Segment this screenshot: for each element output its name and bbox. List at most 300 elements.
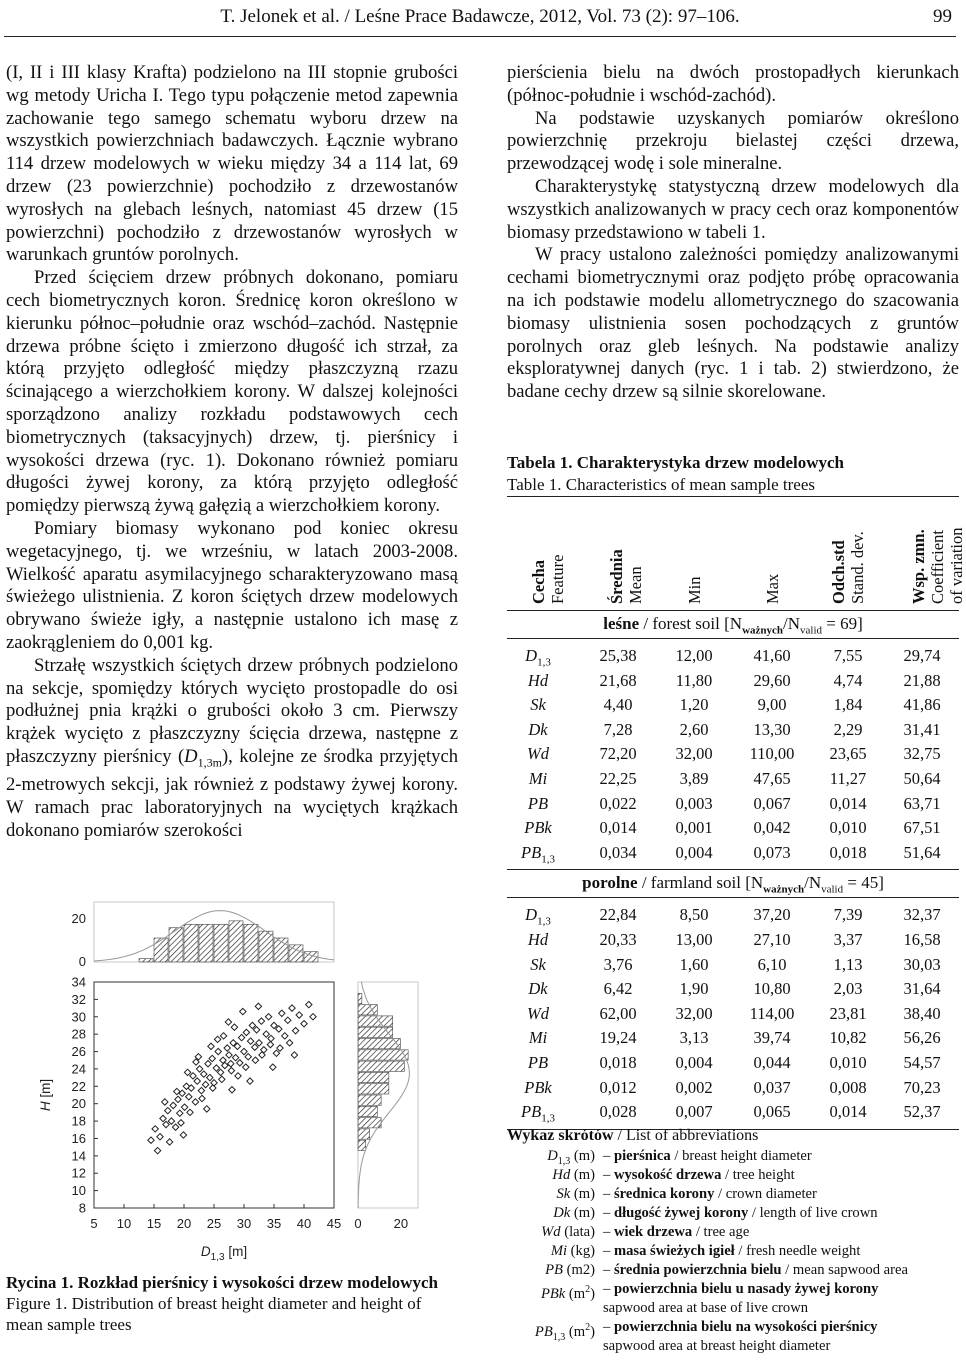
data-point — [208, 1043, 214, 1049]
cell: 32,75 — [903, 744, 941, 764]
cell: 2,29 — [833, 719, 863, 739]
hist-bar — [358, 1061, 404, 1071]
y-tick-label: 20 — [71, 1096, 86, 1112]
row-feature: $D_{1,3}$ — [525, 646, 551, 669]
cell: 2,60 — [679, 719, 709, 739]
data-point — [225, 1019, 231, 1025]
data-point — [273, 1050, 279, 1056]
data-point — [211, 1080, 217, 1086]
cell: 7,28 — [603, 719, 633, 739]
data-point — [267, 1041, 273, 1047]
column-header: Max — [763, 573, 782, 604]
data-point — [249, 1022, 255, 1028]
data-point — [152, 1126, 158, 1132]
hist-bar — [184, 924, 198, 962]
table-row — [507, 794, 959, 818]
table-row — [507, 1028, 959, 1052]
table-section-header: leśne / forest soil $[N_{ważnych}/N_{valid} = 69]$ — [603, 614, 863, 637]
row-feature: PBk — [524, 818, 552, 838]
header-rule — [4, 36, 956, 37]
hist-bar — [139, 959, 153, 962]
data-point — [186, 1094, 192, 1100]
abbreviation-item — [507, 1318, 959, 1343]
table-rule — [507, 638, 959, 639]
data-point — [201, 1071, 207, 1077]
hist-bar — [358, 1129, 370, 1139]
cell: 23,81 — [829, 1003, 867, 1023]
cell: 39,74 — [753, 1028, 791, 1048]
table-row — [507, 1004, 959, 1028]
cell: 0,028 — [599, 1102, 637, 1122]
table-rule — [507, 897, 959, 898]
cell: 38,40 — [903, 1003, 941, 1023]
cell: 0,010 — [829, 1053, 867, 1072]
abbreviation-item — [507, 1185, 959, 1204]
table-row — [507, 671, 959, 695]
cell: 0,004 — [675, 842, 713, 862]
cell: 3,89 — [679, 769, 709, 788]
cell: 41,86 — [903, 695, 941, 715]
data-point — [194, 1078, 200, 1084]
hist-bar — [358, 1095, 381, 1105]
table-row — [507, 744, 959, 768]
y-tick-label: 24 — [71, 1061, 86, 1077]
cell: 0,067 — [753, 793, 791, 813]
data-point — [241, 1048, 247, 1054]
y-tick-label: 18 — [71, 1113, 86, 1129]
row-feature: Wd — [527, 744, 549, 764]
cell: 11,27 — [829, 769, 867, 788]
abbr-description: – średnia powierzchnia bielu / mean sapwood area — [603, 1262, 908, 1278]
data-point — [214, 1036, 220, 1042]
cell: 0,037 — [753, 1077, 791, 1097]
cell: 0,001 — [675, 818, 713, 838]
data-point — [202, 1081, 208, 1087]
cell: 51,64 — [903, 842, 941, 862]
data-point — [306, 1001, 312, 1007]
data-point — [247, 1038, 253, 1044]
cell: 63,71 — [903, 793, 941, 813]
cell: 9,00 — [757, 695, 787, 715]
y-tick-label: 12 — [71, 1165, 86, 1181]
cell: 1,20 — [679, 695, 709, 715]
row-feature: Dk — [528, 719, 548, 739]
column-header: Średnia Mean — [607, 549, 645, 604]
scatter-histogram-chart — [6, 900, 458, 1270]
abbreviation-item-en: sapwood area at base of live crown — [603, 1300, 809, 1316]
data-point — [252, 1044, 258, 1050]
x-tick-label: 25 — [206, 1216, 222, 1231]
data-point — [165, 1107, 171, 1113]
data-point — [256, 1040, 262, 1046]
row-feature: Dk — [528, 979, 548, 999]
cell: 7,39 — [833, 905, 863, 925]
left-column — [6, 62, 458, 843]
table-title — [507, 452, 959, 496]
data-point — [263, 1031, 269, 1037]
data-point — [258, 1018, 264, 1024]
table-row — [507, 843, 959, 867]
cell: 32,00 — [675, 1003, 713, 1023]
x-tick-label: 45 — [326, 1216, 342, 1231]
table-row — [507, 695, 959, 719]
hist-tick-label: 0 — [354, 1216, 362, 1231]
data-point — [175, 1096, 181, 1102]
data-point — [279, 1010, 285, 1016]
cell: 16,58 — [903, 930, 941, 949]
cell: 10,82 — [829, 1028, 867, 1048]
data-point — [286, 1040, 292, 1046]
cell: 20,33 — [599, 930, 637, 949]
data-point — [213, 1065, 219, 1071]
cell: 41,60 — [753, 646, 791, 665]
data-point — [154, 1147, 160, 1153]
data-point — [265, 1014, 271, 1020]
cell: 0,042 — [753, 818, 791, 838]
hist-bar — [358, 1072, 389, 1082]
data-point — [196, 1066, 202, 1072]
data-point — [157, 1134, 163, 1140]
abbreviation-item — [507, 1204, 959, 1223]
cell: 2,03 — [833, 979, 863, 999]
y-tick-label: 34 — [71, 974, 86, 990]
cell: 23,65 — [829, 744, 867, 764]
cell: 54,57 — [903, 1053, 941, 1072]
abbreviation-item-en: sapwood area at breast height diameter — [603, 1338, 831, 1354]
y-tick-label: 22 — [71, 1078, 86, 1094]
x-tick-label: 40 — [296, 1216, 312, 1231]
abbreviation-item — [507, 1261, 959, 1280]
abbr-symbol: Dk (m) — [553, 1205, 595, 1221]
table-row — [507, 646, 959, 670]
table-row — [507, 1053, 959, 1077]
data-point — [148, 1137, 154, 1143]
paragraph: W pracy ustalono zależności pomiędzy analizowanymi cechami biometrycznymi oraz podjęto próbę opracowania na ich podstawie modelu allometrycznego do szacowania biomasy ulistnienia sosen pochodzących z gruntów porolnych oraz gleb leśnych. Na podstawie analizy eksploratywnej danych (ryc. 1 i tab. 2) stwierdzono, że badane cechy drzew są silnie skorelowane. — [507, 244, 959, 403]
cell: 0,014 — [829, 793, 867, 813]
cell: 62,00 — [599, 1003, 637, 1023]
abbreviation-item — [507, 1166, 959, 1185]
row-feature: Hd — [527, 670, 549, 690]
cell: 56,26 — [903, 1028, 941, 1048]
abbr-symbol: $PB_{1,3}$ $(m^2)$ — [534, 1322, 595, 1343]
right-histogram — [354, 982, 418, 1231]
table-row — [507, 905, 959, 929]
row-feature: Sk — [530, 695, 546, 715]
x-tick-label: 30 — [236, 1216, 252, 1231]
cell: 0,008 — [829, 1077, 867, 1097]
hist-bar — [259, 931, 273, 962]
abbreviation-list: Wykaz skrótów / List of abbreviations $D_{1,3}$ (m) – pierśnica / breast height diameter Hd (m) – wysokość drzewa / tree height Sk (m) – średnica korony / crown diameter Dk (m) – długość żywej korony / length of live crown Wd (lata) – wiek drzewa / tree age Mi (kg) – masa świeżych igieł / fresh needle weight PB (m2) – średnia powierzchnia bielu / mean sapwood area PBk $(m^2)$ – powierzchnia bielu u nasady żywej korony sapwood area at base of live crown $PB_{1,3}$ $(m^2)$ – powierzchnia bielu na wysokości pierśnicy sapwood area at breast height diameter — [507, 1126, 959, 1356]
table-row — [507, 930, 959, 954]
y-axis-label: H [m] — [38, 1078, 53, 1112]
cell: 0,004 — [675, 1053, 713, 1072]
top-histogram — [72, 902, 334, 969]
cell: 12,00 — [675, 646, 713, 665]
cell: 6,10 — [757, 954, 787, 974]
abbr-symbol: Sk (m) — [556, 1186, 595, 1202]
data-point — [229, 1087, 235, 1093]
paragraph: Charakterystykę statystyczną drzew modelowych dla wszystkich analizowanych w pracy cech oraz komponentów biomasy przedstawiono w tabeli 1. — [507, 175, 959, 243]
row-feature: Mi — [528, 769, 548, 788]
abbr-description: – powierzchnia bielu u nasady żywej korony — [603, 1281, 879, 1297]
cell: 1,90 — [679, 979, 709, 999]
data-point — [310, 1014, 316, 1020]
cell: 3,13 — [679, 1028, 709, 1048]
cell: 0,044 — [753, 1053, 791, 1072]
row-feature: PBk — [524, 1077, 552, 1097]
column-header: Wsp. zmn. Coefficient of variation — [909, 527, 966, 604]
caption-pl: Rycina 1. Rozkład pierśnicy i wysokości drzew modelowych — [6, 1273, 438, 1292]
data-point — [245, 1054, 251, 1060]
hist-bar — [244, 924, 258, 962]
table-title-en: Table 1. Characteristics of mean sample trees — [507, 475, 815, 494]
abbr-symbol: Wd (lata) — [541, 1224, 595, 1240]
data-point — [296, 1012, 302, 1018]
table-row — [507, 955, 959, 979]
cell: 37,20 — [753, 905, 791, 925]
paragraph: Pomiary biomasy wykonano pod koniec okresu wegetacyjnego, tj. we wrześniu, w latach 2003-2008. Wielkość aparatu asymilacyjnego scharakteryzowano masą świeżego ulistnienia. Z koron ściętych drzew modelowych obrywano świeże igły, a następnie ustalono ich masę z zaokrągleniem do 0,001 kg. — [6, 517, 458, 653]
cell: 10,80 — [753, 979, 791, 999]
abbr-title: Wykaz skrótów — [507, 1127, 614, 1144]
cell: 72,20 — [599, 744, 637, 764]
hist-bar — [169, 928, 183, 962]
data-point — [240, 1008, 246, 1014]
page-number: 99 — [933, 6, 952, 27]
data-point — [282, 1033, 288, 1039]
data-point — [205, 1061, 211, 1067]
row-feature: $D_{1,3}$ — [525, 905, 551, 928]
hist-bar — [358, 993, 362, 1003]
row-feature: PB — [527, 1053, 549, 1072]
cell: 47,65 — [753, 769, 791, 788]
hist-bar — [358, 1050, 408, 1060]
data-point — [270, 1064, 276, 1070]
cell: 0,018 — [829, 842, 867, 862]
cell: 8,50 — [679, 905, 709, 925]
cell: 31,64 — [903, 979, 941, 999]
cell: 0,034 — [599, 842, 637, 862]
cell: 3,76 — [603, 954, 633, 974]
cell: 3,37 — [833, 930, 863, 949]
y-tick-label: 28 — [71, 1026, 86, 1042]
cell: 114,00 — [749, 1003, 795, 1023]
table-row — [507, 1102, 959, 1126]
cell: 6,42 — [603, 979, 633, 999]
y-tick-label: 8 — [78, 1200, 86, 1216]
cell: 1,60 — [679, 954, 709, 974]
cell: 27,10 — [753, 930, 791, 949]
table-rule — [507, 610, 959, 611]
data-point — [238, 1034, 244, 1040]
y-tick-label: 32 — [71, 991, 86, 1007]
table-section-header: porolne / farmland soil $[N_{ważnych}/N_{valid} = 45]$ — [582, 873, 884, 896]
data-point — [210, 1085, 216, 1091]
hist-bar — [358, 1016, 393, 1026]
column-header: Odch.std Stand. dev. — [829, 531, 867, 604]
y-tick-label: 14 — [71, 1148, 86, 1164]
data-point — [198, 1087, 204, 1093]
cell: 22,84 — [599, 905, 637, 925]
cell: 0,014 — [829, 1102, 867, 1122]
data-point — [166, 1139, 172, 1145]
data-point — [215, 1048, 221, 1054]
data-point — [226, 1052, 232, 1058]
abbr-description: – pierśnica / breast height diameter — [603, 1148, 812, 1164]
data-point — [228, 1067, 234, 1073]
cell: 32,37 — [903, 905, 941, 925]
cell: 0,012 — [599, 1077, 637, 1097]
data-point — [253, 1027, 259, 1033]
row-feature: $PB_{1,3}$ — [521, 842, 555, 866]
cell: 11,80 — [675, 670, 713, 690]
figure-1 — [6, 900, 458, 1270]
cell: 31,41 — [903, 719, 941, 739]
cell: 29,60 — [753, 670, 791, 690]
data-point — [192, 1099, 198, 1105]
hist-bar — [358, 1140, 366, 1150]
data-point — [170, 1102, 176, 1108]
figure-caption — [6, 1272, 458, 1335]
data-point — [187, 1109, 193, 1115]
row-feature: Wd — [527, 1003, 549, 1023]
data-point — [232, 1054, 238, 1060]
cell: 0,014 — [599, 818, 637, 838]
running-header — [0, 6, 960, 32]
cell: 21,88 — [903, 670, 941, 690]
cell: 52,37 — [903, 1102, 941, 1122]
hist-bar — [229, 921, 243, 962]
data-point — [220, 1033, 226, 1039]
data-point — [235, 1073, 241, 1079]
hist-bar — [154, 938, 168, 962]
hist-bar — [358, 1118, 381, 1128]
abbreviation-item — [507, 1280, 959, 1302]
data-point — [224, 1045, 230, 1051]
row-feature: $PB_{1,3}$ — [521, 1102, 555, 1125]
cell: 4,40 — [603, 695, 633, 715]
abbr-symbol: PB (m2) — [545, 1262, 595, 1278]
cell: 0,007 — [675, 1102, 713, 1122]
table-row — [507, 769, 959, 793]
data-point — [243, 1029, 249, 1035]
y-tick-label: 30 — [71, 1009, 86, 1025]
y-tick-label: 26 — [71, 1044, 86, 1060]
data-point — [277, 1045, 283, 1051]
table-rule — [507, 496, 959, 497]
data-point — [219, 1076, 225, 1082]
cell: 0,018 — [599, 1053, 637, 1072]
cell: 67,51 — [903, 818, 941, 838]
cell: 1,13 — [833, 954, 863, 974]
x-tick-label: 10 — [116, 1216, 132, 1231]
abbr-symbol: $D_{1,3}$ (m) — [547, 1148, 595, 1167]
cell: 1,84 — [833, 695, 863, 715]
cell: 22,25 — [599, 769, 637, 788]
x-tick-label: 15 — [146, 1216, 162, 1231]
abbr-symbol: PBk $(m^2)$ — [540, 1284, 595, 1302]
abbreviation-item — [507, 1147, 959, 1166]
data-point — [255, 1003, 261, 1009]
data-point — [237, 1060, 243, 1066]
data-point — [217, 1069, 223, 1075]
data-point — [181, 1104, 187, 1110]
data-point — [231, 1024, 237, 1030]
abbr-description: – wiek drzewa / tree age — [603, 1224, 750, 1240]
caption-en: Figure 1. Distribution of breast height diameter and height of mean sample trees — [6, 1294, 422, 1334]
paragraph: Przed ścięciem drzew próbnych dokonano, pomiaru cech biometrycznych koron. Średnicę koron określono w kierunku północ–południe oraz wschód–zachód. Następnie drzewa próbne ścięto i zmierzono długość ich strzał, za którą przyjęto odległość między płaszczyzną rzazu ścinającego a wierzchołkiem korony. W dalszej kolejności sporządzono analizy rozkładu podstawowych cech biometrycznych (taksacyjnych) drzew, tj. pierśnicy i wysokości drzewa (ryc. 1). Dokonano również pomiaru długości żywej korony, za którą przyjęto odległość pomiędzy pierwszą żywą gałęzią a wierzchołkiem korony. — [6, 267, 458, 517]
data-point — [268, 1035, 274, 1041]
cell: 19,24 — [599, 1028, 637, 1048]
cell: 21,68 — [599, 670, 637, 690]
cell: 0,002 — [675, 1077, 713, 1097]
cell: 29,74 — [903, 646, 941, 665]
scatter-plot — [38, 975, 341, 1264]
data-point — [243, 1064, 249, 1070]
x-axis-label: $D_{1,3}$ [m] — [200, 1244, 248, 1263]
cell: 0,073 — [753, 842, 791, 862]
abbr-description: – masa świeżych igieł / fresh needle weight — [603, 1243, 861, 1259]
data-point — [209, 1055, 215, 1061]
cell: 30,03 — [903, 954, 941, 974]
x-tick-label: 20 — [176, 1216, 192, 1231]
cell: 4,74 — [833, 670, 863, 690]
data-point — [291, 1052, 297, 1058]
column-header: Min — [685, 576, 704, 604]
table-row — [507, 1078, 959, 1102]
data-point — [207, 1074, 213, 1080]
data-point — [163, 1121, 169, 1127]
data-point — [301, 1021, 307, 1027]
row-feature: Sk — [530, 954, 546, 974]
data-point — [289, 1005, 295, 1011]
column-header: Cecha Feature — [529, 554, 567, 604]
data-point — [228, 1061, 234, 1067]
paragraph: (I, II i III klasy Krafta) podzielono na III stopnie grubości wg metody Uricha I. Tego typu połączenie metod zapewnia zachowanie tego samego schematu wyboru drzew na wszystkich powierzchniach badawczych. Łącznie wybrano 114 drzew modelowych w wieku między 34 a 114 lat, 69 drzew (23 powierzchnie) pochodziło z drzewostanów wyrosłych na glebach leśnych, natomiast 45 drzew (15 powierzchni) pochodziło z drzewostanów wyrosłych w warunkach gruntów porolnych. — [6, 62, 458, 266]
abbr-description: – długość żywej korony / length of live crown — [603, 1205, 878, 1221]
hist-tick-label: 20 — [71, 911, 86, 927]
hist-bar — [199, 924, 213, 962]
cell: 50,64 — [903, 769, 941, 788]
cell: 0,022 — [599, 793, 637, 813]
x-tick-label: 5 — [90, 1216, 98, 1231]
right-column — [507, 62, 959, 404]
cell: 70,23 — [903, 1077, 941, 1097]
data-point — [178, 1120, 184, 1126]
hist-bar — [358, 1106, 377, 1116]
cell: 32,00 — [675, 744, 713, 764]
abbreviation-item — [507, 1223, 959, 1242]
cell: 0,003 — [675, 793, 713, 813]
paragraph: Na podstawie uzyskanych pomiarów określono powierzchnię przekroju bielastej części drzewa, przewodzącej wodę i sole mineralne. — [507, 107, 959, 175]
hist-bar — [358, 1084, 389, 1094]
y-tick-label: 16 — [71, 1130, 86, 1146]
data-point — [190, 1073, 196, 1079]
cell: 7,55 — [833, 646, 863, 665]
data-point — [168, 1118, 174, 1124]
running-title: T. Jelonek et al. / Leśne Prace Badawcze, 2012, Vol. 73 (2): 97–106. — [220, 6, 740, 27]
data-point — [199, 1095, 205, 1101]
table-row — [507, 818, 959, 842]
paragraph: Strzałę wszystkich ściętych drzew próbnych podzielono na sekcje, spomiędzy których wycięto prostopadle do osi podłużnej pnia krążki o grubości około 3 cm. Pierwszy krążek wycięto z płaszczyzny ścięcia drzewa, następne z płaszczyzny pierśnicy $(D_{1,3m})$, kolejne ze środka przyjętych 2-metrowych sekcji, jak również z podstawy żywej korony. W ramach prac laboratoryjnych na wyciętych krążkach dokonano pomiarów szerokości — [6, 654, 458, 842]
data-point — [160, 1115, 166, 1121]
table-title-pl: Tabela 1. Charakterystyka drzew modelowych — [507, 453, 844, 472]
table-row — [507, 979, 959, 1003]
data-point — [177, 1110, 183, 1116]
abbr-description: – średnica korony / crown diameter — [603, 1186, 817, 1202]
data-point — [252, 1057, 258, 1063]
row-feature: Mi — [528, 1028, 548, 1048]
data-point — [292, 1027, 298, 1033]
